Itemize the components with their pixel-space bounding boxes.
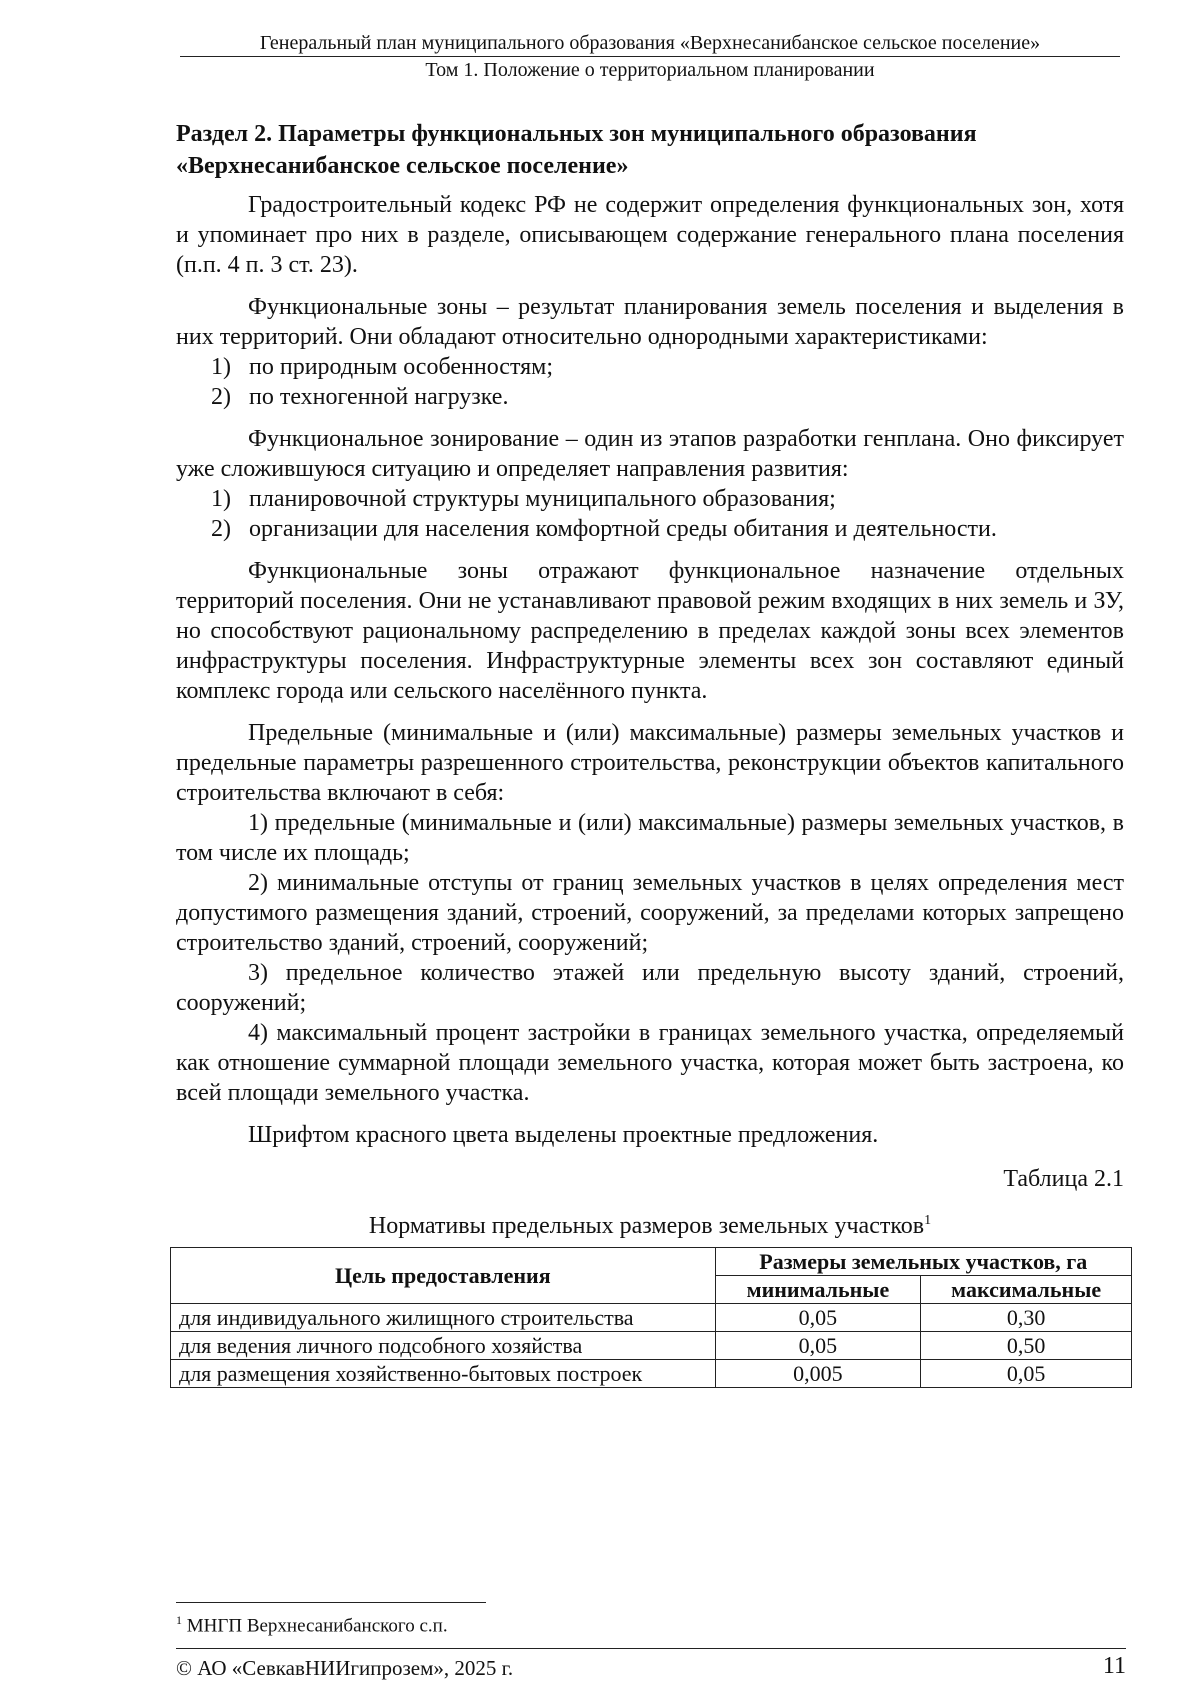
list-item-number: 1) — [211, 486, 231, 512]
running-header-title: Генеральный план муниципального образования «Верхнесанибанское сельское поселение» — [259, 32, 1041, 54]
purpose-cell: для индивидуального жилищного строительства — [171, 1304, 716, 1332]
list-item — [176, 382, 1124, 412]
list-item — [176, 484, 1124, 514]
paragraph-3: Функциональное зонирование – один из этапов разработки генплана. Оно фиксирует уже сложившуюся ситуацию и определяет направления развития: — [176, 426, 1124, 482]
table-row — [171, 1332, 1132, 1360]
min-cell: 0,05 — [715, 1304, 921, 1332]
list-item — [176, 352, 1124, 382]
min-cell: 0,05 — [715, 1332, 921, 1360]
paragraph-6: Шрифтом красного цвета выделены проектные предложения. — [248, 1122, 879, 1148]
paragraph-5: Предельные (минимальные и (или) максимальные) размеры земельных участков и предельные параметры разрешенного строительства, реконструкции объектов капитального строительства включают в себя: — [176, 720, 1124, 806]
list-item-text: по природным особенностям; — [249, 354, 554, 380]
table-row — [171, 1360, 1132, 1388]
min-cell: 0,005 — [715, 1360, 921, 1388]
table-title-text: Нормативы предельных размеров земельных участков — [368, 1213, 925, 1239]
list-item-number: 1) — [211, 354, 231, 380]
list-item-text: по техногенной нагрузке. — [249, 384, 509, 410]
footnote-reference: 1 — [924, 1213, 932, 1228]
table-row — [171, 1304, 1132, 1332]
parameter-item-1: 1) предельные (минимальные и (или) максимальные) размеры земельных участков, в том числе их площадь; — [176, 810, 1124, 866]
paragraph-4: Функциональные зоны отражают функциональное назначение отдельных территорий поселения. Они не устанавливают правовой режим входящих в них земель и ЗУ, но способствуют рациональному распределению в пределах каждой зоны всех элементов инфраструктуры поселения. Инфраструктурные элементы всех зон составляют единый комплекс города или сельского населённого пункта. — [176, 558, 1124, 704]
purpose-cell: для ведения личного подсобного хозяйства — [171, 1332, 716, 1360]
purpose-cell: для размещения хозяйственно-бытовых построек — [171, 1360, 716, 1388]
footnote-mark: 1 — [176, 1613, 182, 1627]
page-body — [176, 118, 1124, 1388]
norms-table — [170, 1247, 1132, 1388]
table-caption: Таблица 2.1 — [1003, 1166, 1124, 1192]
max-cell: 0,50 — [921, 1332, 1132, 1360]
column-header-purpose: Цель предоставления — [171, 1248, 716, 1304]
footer-copyright: © АО «СевкавНИИгипрозем», 2025 г. — [176, 1656, 514, 1680]
footnote-rule — [176, 1602, 486, 1603]
footer-rule — [176, 1648, 1126, 1649]
parameter-item-2: 2) минимальные отступы от границ земельных участков в целях определения мест допустимого размещения зданий, строений, сооружений, за пределами которых запрещено строительство зданий, строений, сооружений; — [176, 870, 1124, 956]
list-item-text: организации для населения комфортной среды обитания и деятельности. — [249, 516, 997, 542]
running-header-volume: Том 1. Положение о территориальном планировании — [425, 59, 875, 81]
parameter-item-3: 3) предельное количество этажей или предельную высоту зданий, строений, сооружений; — [176, 960, 1124, 1016]
list-item — [176, 514, 1124, 544]
footnote-text: МНГП Верхнесанибанского с.п. — [186, 1615, 448, 1637]
table-title — [176, 1206, 1124, 1241]
paragraph-1: Градостроительный кодекс РФ не содержит определения функциональных зон, хотя и упоминает про них в разделе, описывающем содержание генерального плана поселения (п.п. 4 п. 3 ст. 23). — [176, 192, 1124, 278]
parameter-item-4: 4) максимальный процент застройки в границах земельного участка, определяемый как отношение суммарной площади земельного участка, которая может быть застроена, ко всей площади земельного участка. — [176, 1020, 1124, 1106]
column-header-max: максимальные — [921, 1276, 1132, 1304]
footnote — [176, 1608, 448, 1638]
list-item-number: 2) — [211, 384, 231, 410]
list-item-number: 2) — [211, 516, 231, 542]
column-header-sizes: Размеры земельных участков, га — [715, 1248, 1131, 1276]
max-cell: 0,05 — [921, 1360, 1132, 1388]
list-item-text: планировочной структуры муниципального образования; — [249, 486, 836, 512]
page-number: 11 — [1102, 1653, 1126, 1679]
max-cell: 0,30 — [921, 1304, 1132, 1332]
column-header-min: минимальные — [715, 1276, 921, 1304]
section-title: Раздел 2. Параметры функциональных зон муниципального образования «Верхнесанибанское сельское поселение» — [176, 121, 977, 179]
paragraph-2: Функциональные зоны – результат планирования земель поселения и выделения в них территорий. Они обладают относительно однородными характеристиками: — [176, 294, 1124, 350]
